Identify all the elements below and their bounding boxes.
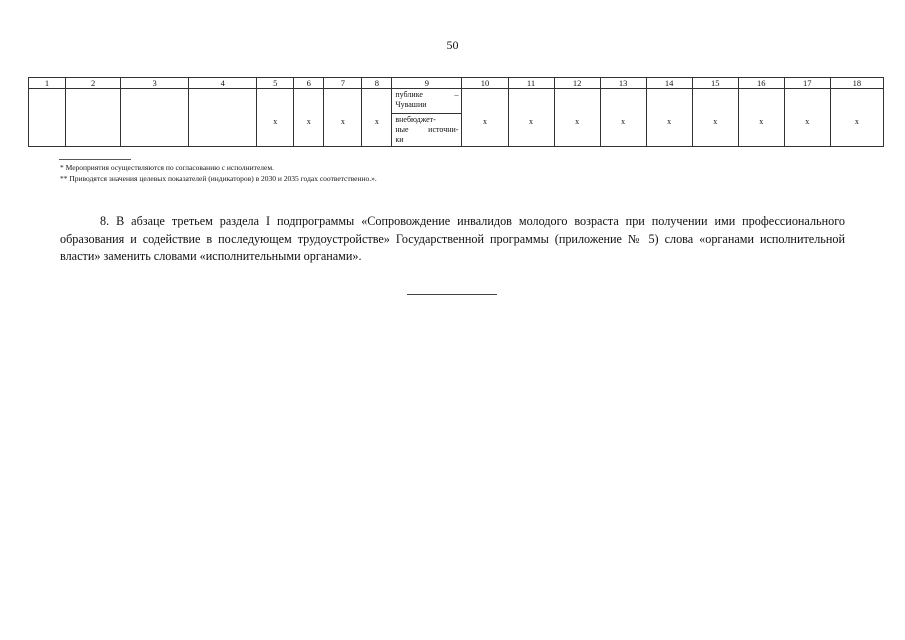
x-mark-cell: x: [508, 114, 554, 147]
table-cell: [294, 89, 324, 114]
table-cell: [692, 89, 738, 114]
x-mark-cell: x: [257, 114, 294, 147]
x-mark-cell: x: [294, 114, 324, 147]
table-cell: [738, 89, 784, 114]
table-cell: [29, 89, 66, 147]
column-header: 13: [600, 78, 646, 89]
table-cell: [600, 89, 646, 114]
table-cell: [508, 89, 554, 114]
funding-source-cell: [392, 89, 462, 114]
table-cell: [121, 89, 189, 147]
column-header: 1: [29, 78, 66, 89]
table-cell: [362, 89, 392, 114]
column-header: 2: [66, 78, 121, 89]
table-cell: [189, 89, 257, 147]
table-cell: [554, 89, 600, 114]
column-header: 11: [508, 78, 554, 89]
column-header: 8: [362, 78, 392, 89]
cell-text: публике: [395, 90, 423, 99]
x-mark-cell: x: [830, 114, 883, 147]
table-cell: [462, 89, 508, 114]
table-cell: [257, 89, 294, 114]
footnote-separator: [59, 159, 131, 160]
cell-text: Чувашии: [395, 100, 427, 109]
column-header: 7: [324, 78, 362, 89]
page-number: 50: [446, 38, 459, 52]
column-header: 3: [121, 78, 189, 89]
column-header: 6: [294, 78, 324, 89]
x-mark-cell: x: [646, 114, 692, 147]
footnote-2: ** Приводятся значения целевых показателей (индикаторов) в 2030 и 2035 годах соответственно.».: [60, 174, 377, 183]
footnotes: [60, 162, 760, 184]
amendment-paragraph: 8. В абзаце третьем раздела I подпрограммы «Сопровождение инвалидов молодого возраста при получении ими профессионального образования и содействие в последующем трудоустройстве» Государственной программы (приложение № 5) слова «органами исполнительной власти» заменить словами «исполнительными органами».: [60, 214, 845, 263]
x-mark-cell: x: [692, 114, 738, 147]
table-cell: [66, 89, 121, 147]
x-mark-cell: x: [600, 114, 646, 147]
table-cell: [830, 89, 883, 114]
x-mark-cell: x: [784, 114, 830, 147]
cell-text: –: [454, 90, 459, 99]
table-cell: [324, 89, 362, 114]
x-mark-cell: x: [462, 114, 508, 147]
column-header: 18: [830, 78, 883, 89]
data-table: [28, 77, 884, 147]
column-header: 5: [257, 78, 294, 89]
column-header: 12: [554, 78, 600, 89]
table-cell: [784, 89, 830, 114]
x-mark-cell: x: [362, 114, 392, 147]
column-header: 17: [784, 78, 830, 89]
end-separator: [407, 294, 497, 295]
x-mark-cell: x: [324, 114, 362, 147]
x-mark-cell: x: [554, 114, 600, 147]
cell-text: ные источни-: [395, 125, 459, 134]
cell-text: ки: [395, 135, 404, 144]
table-row: [29, 89, 884, 114]
column-header: 10: [462, 78, 508, 89]
column-header: 14: [646, 78, 692, 89]
cell-text: внебюджет-: [395, 115, 436, 124]
column-header: 4: [189, 78, 257, 89]
column-header: 15: [692, 78, 738, 89]
table-cell: [646, 89, 692, 114]
column-header: 16: [738, 78, 784, 89]
x-mark-cell: x: [738, 114, 784, 147]
table-header-row: [29, 78, 884, 89]
funding-source-cell: [392, 114, 462, 147]
footnote-1: * Мероприятия осуществляются по согласованию с исполнителем.: [60, 163, 274, 172]
column-header: 9: [392, 78, 462, 89]
